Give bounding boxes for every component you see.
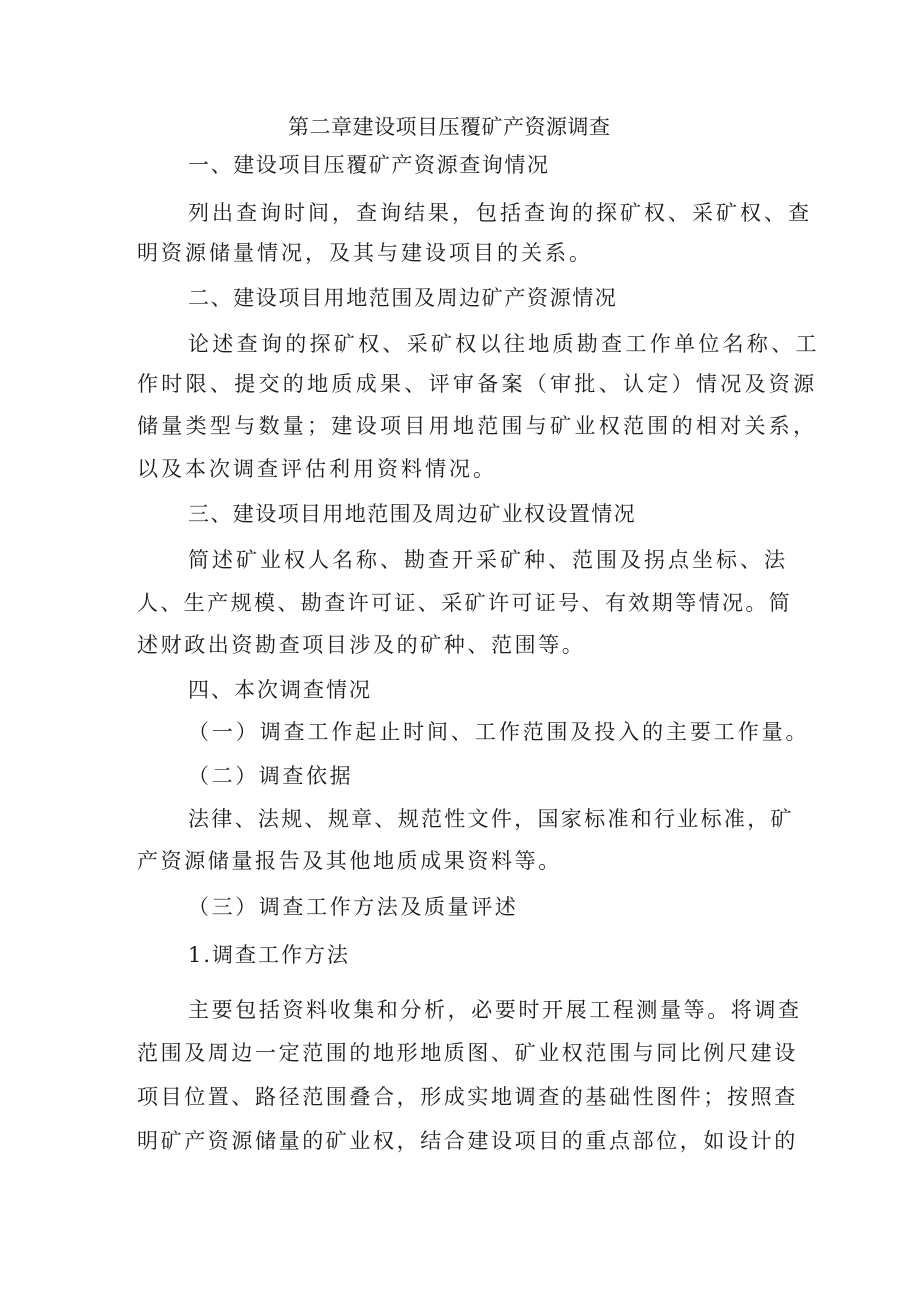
- section-heading-3: 三、建设项目用地范围及周边矿业权设置情况: [188, 502, 636, 526]
- paragraph-line: 以及本次调查评估利用资料情况。: [137, 457, 497, 481]
- chapter-title: 第二章建设项目压覆矿产资源调查: [288, 115, 611, 139]
- paragraph-line: 主要包括资料收集和分析，必要时开展工程测量等。将调查: [188, 998, 802, 1022]
- numbered-item-heading: 1.调查工作方法: [188, 943, 351, 967]
- paragraph-line: 储量类型与数量；建设项目用地范围与矿业权范围的相对关系，: [137, 414, 818, 438]
- section-heading-2: 二、建设项目用地范围及周边矿产资源情况: [188, 286, 618, 310]
- paragraph-line: 简述矿业权人名称、勘查开采矿种、范围及拐点坐标、法: [188, 548, 788, 572]
- paragraph-line: 作时限、提交的地质成果、评审备案（审批、认定）情况及资源: [137, 372, 818, 396]
- paragraph-line: 明矿产资源储量的矿业权，结合建设项目的重点部位，如设计的: [137, 1129, 798, 1153]
- paragraph-line: 论述查询的探矿权、采矿权以往地质勘查工作单位名称、工: [188, 332, 820, 356]
- paragraph-line: 明资源储量情况，及其与建设项目的关系。: [137, 241, 593, 265]
- section-heading-4: 四、本次调查情况: [188, 678, 372, 702]
- paragraph-line: 述财政出资勘查项目涉及的矿种、范围等。: [137, 633, 586, 657]
- subsection-heading-2: （二）调查依据: [188, 764, 354, 788]
- section-heading-1: 一、建设项目压覆矿产资源查询情况: [188, 153, 550, 177]
- paragraph-line: 列出查询时间，查询结果，包括查询的探矿权、采矿权、查: [188, 201, 812, 225]
- paragraph-line: 项目位置、路径范围叠合，形成实地调查的基础性图件；按照查: [137, 1085, 798, 1109]
- paragraph-line: 范围及周边一定范围的地形地质图、矿业权范围与同比例尺建设: [137, 1041, 798, 1065]
- paragraph-line: 法律、法规、规章、规范性文件，国家标准和行业标准，矿: [188, 807, 794, 831]
- subsection-heading-3: （三）调查工作方法及质量评述: [188, 895, 519, 919]
- paragraph-line: 产资源储量报告及其他地质成果资料等。: [137, 849, 562, 873]
- subsection-heading-1: （一）调查工作起止时间、工作范围及投入的主要工作量。: [188, 720, 810, 744]
- paragraph-line: 人、生产规模、勘查许可证、采矿许可证号、有效期等情况。简: [137, 591, 793, 615]
